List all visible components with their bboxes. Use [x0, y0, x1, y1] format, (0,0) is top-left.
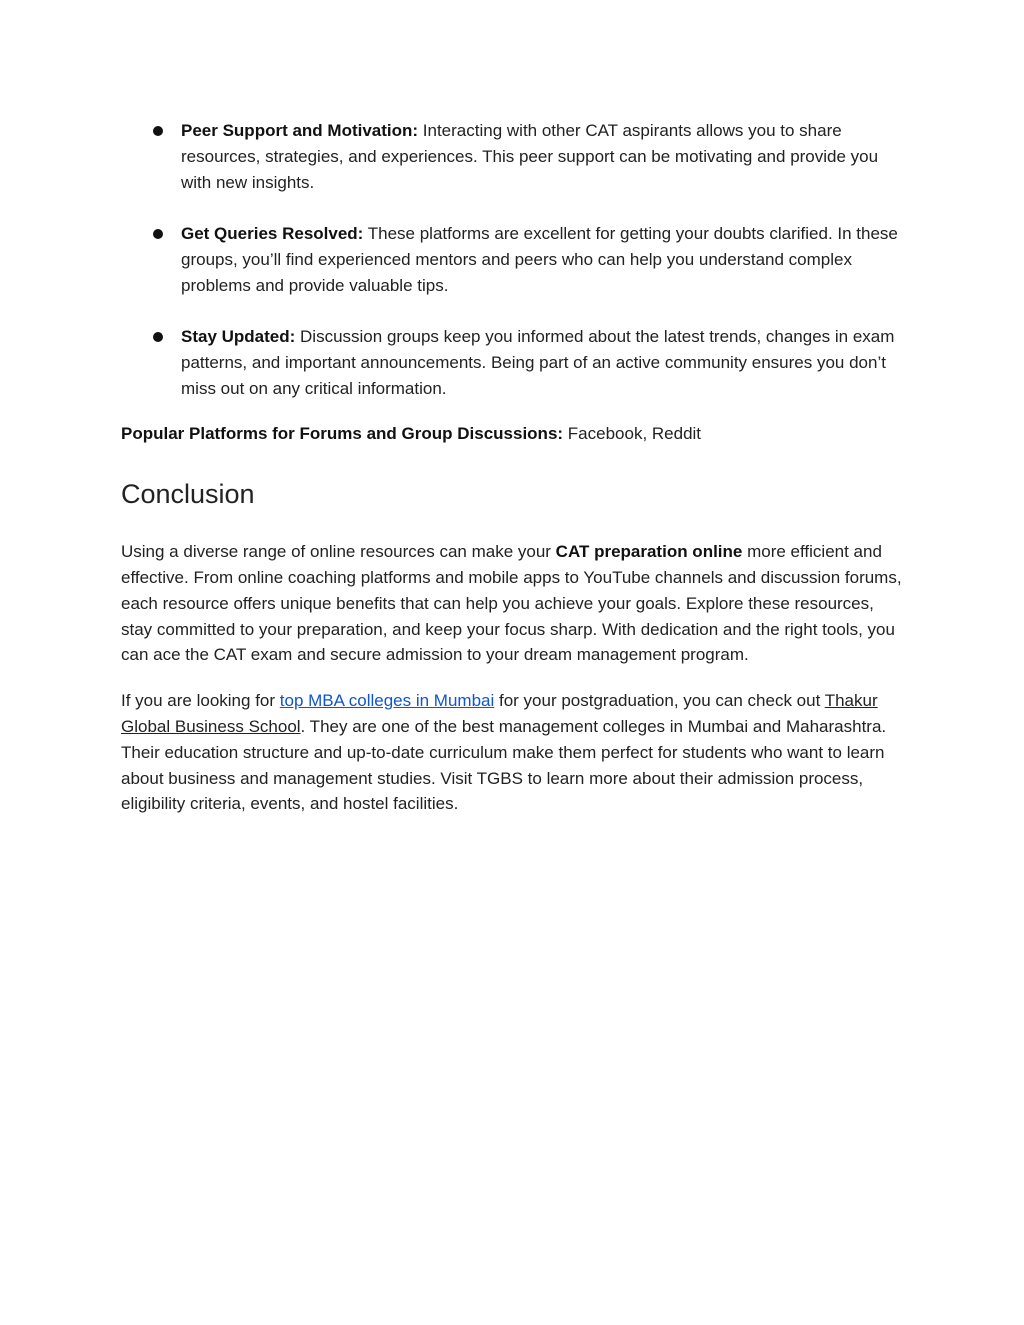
list-item — [121, 324, 906, 401]
bullet-icon — [153, 229, 163, 239]
bullet-icon — [153, 126, 163, 136]
bullet-title: Peer Support and Motivation: — [181, 121, 419, 140]
conclusion-text-start: Using a diverse range of online resources can make your — [121, 542, 556, 562]
thakur-global-business-school-link[interactable]: Thakur Global Business School — [121, 691, 878, 736]
document-content — [121, 118, 906, 817]
tgbs-text-start: If you are looking for — [121, 691, 280, 711]
tgbs-text-middle: for your postgraduation, you can check out — [494, 691, 825, 711]
bullet-text: Interacting with other CAT aspirants allows you to share resources, strategies, and experiences. This peer support can be motivating and provide you with new insights. — [181, 121, 879, 192]
conclusion-heading: Conclusion — [121, 479, 255, 510]
platforms-paragraph — [121, 421, 906, 447]
bullet-title: Get Queries Resolved: — [181, 223, 364, 243]
platforms-value: Facebook, Reddit — [563, 424, 702, 444]
list-item — [121, 221, 906, 298]
benefits-list — [121, 118, 906, 401]
tgbs-paragraph — [121, 688, 906, 817]
list-item — [121, 118, 906, 195]
bullet-icon — [153, 332, 163, 342]
tgbs-text-end: . They are one of the best management colleges in Mumbai and Maharashtra. Their education structure and up-to-date curriculum make them perfect for students who want to learn about business and management studies. Visit TGBS to learn more about their admission process, eligibility criteria, events, and hostel facilities. — [121, 716, 887, 814]
bullet-text: Discussion groups keep you informed about the latest trends, changes in exam patterns, and important announcements. Being part of an active community ensures you don’t miss out on any critical information. — [181, 326, 895, 398]
top-mba-colleges-link[interactable]: top MBA colleges in Mumbai — [279, 691, 495, 711]
conclusion-paragraph — [121, 539, 906, 668]
bullet-title: Stay Updated: — [181, 326, 296, 346]
cat-preparation-online-emphasis: CAT preparation online — [555, 542, 743, 562]
conclusion-text-end: more efficient and effective. From online coaching platforms and mobile apps to YouTube channels and discussion forums, each resource offers unique benefits that can help you achieve your goals. Explore these resources, stay committed to your preparation, and keep your focus sharp. With dedication and the right tools, you can ace the CAT exam and secure admission to your dream management program. — [121, 542, 902, 665]
bullet-text: These platforms are excellent for getting your doubts clarified. In these groups, you’ll find experienced mentors and peers who can help you understand complex problems and provide valuable tips. — [181, 223, 898, 295]
platforms-label: Popular Platforms for Forums and Group Discussions: — [121, 424, 564, 444]
